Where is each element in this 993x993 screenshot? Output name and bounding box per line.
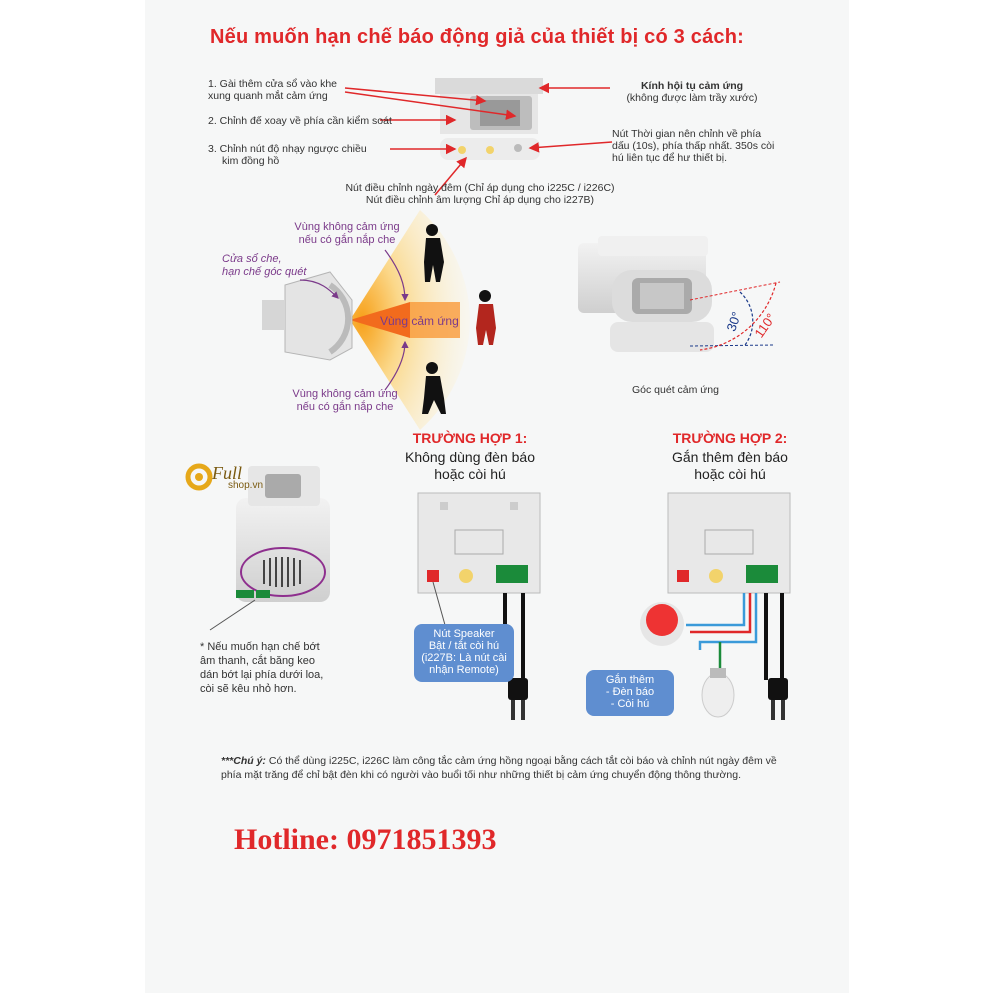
note-text: Có thể dùng i225C, i226C làm công tắc cảm ứng hồng ngoại bằng cách tắt còi báo và chỉnh nút ngày đêm về phía mặt trăng để chỉ bật đèn khi có người vào buổi tối như những thiết bị cảm ứng chuyển động thông thường. — [221, 755, 777, 781]
angle-caption: Góc quét cảm ứng — [632, 384, 719, 396]
zone-no-sense-top-2: nếu có gắn nắp che — [298, 234, 396, 246]
note-prefix: ***Chú ý: — [221, 755, 266, 767]
note-paragraph — [221, 754, 781, 782]
speaker-note-3: dán bớt lại phía dưới loa, — [200, 669, 324, 681]
speaker-note-4: còi sẽ kêu nhỏ hơn. — [200, 683, 297, 695]
step-1-line2: xung quanh mắt cảm ứng — [208, 90, 328, 102]
case1-board — [418, 493, 540, 720]
case1-line1: Không dùng đèn báo — [404, 449, 535, 465]
add-box-3: - Còi hú — [610, 698, 650, 710]
speaker-button-callout — [414, 624, 514, 682]
logo-sub: shop.vn — [228, 480, 264, 491]
daynight-note-1: Nút điều chỉnh ngày đêm (Chỉ áp dụng cho i225C / i226C) — [345, 182, 615, 194]
step-2: 2. Chỉnh đế xoay về phía cần kiểm soát — [208, 115, 392, 127]
speaker-btn-1: Nút Speaker — [433, 628, 495, 640]
step-1-line1: 1. Gài thêm cửa sổ vào khe — [208, 78, 338, 90]
step-3-line1: 3. Chỉnh nút độ nhạy ngược chiều — [208, 143, 367, 155]
speaker-btn-2: Bật / tắt còi hú — [428, 640, 500, 652]
add-box-2: - Đèn báo — [605, 686, 655, 698]
case2-line2: hoặc còi hú — [694, 466, 766, 482]
page-title: Nếu muốn hạn chế báo động giả của thiết bị có 3 cách: — [210, 26, 744, 48]
time-note-1: Nút Thời gian nên chỉnh về phía — [612, 128, 762, 140]
zone-no-sense-bottom-2: nếu có gắn nắp che — [296, 401, 394, 413]
case2-heading: TRƯỜNG HỢP 2: — [672, 430, 788, 446]
zone-window-2: hạn chế góc quét — [222, 266, 307, 278]
step-3-line2: kim đồng hồ — [222, 155, 280, 167]
lens-title: Kính hội tụ cảm ứng — [640, 80, 744, 92]
daynight-note-2: Nút điều chỉnh âm lượng Chỉ áp dụng cho i227B) — [365, 194, 595, 206]
lens-sub: (không được làm trầy xước) — [626, 92, 758, 104]
case2-line1: Gắn thêm đèn báo — [672, 449, 788, 465]
zone-no-sense-bottom-1: Vùng không cảm ứng — [292, 388, 398, 400]
time-note-2: dấu (10s), phía thấp nhất. 350s còi — [612, 140, 775, 152]
case1-heading: TRƯỜNG HỢP 1: — [412, 430, 528, 446]
add-device-callout — [586, 670, 674, 716]
fullshop-logo — [188, 466, 210, 488]
speaker-btn-4: nhận Remote) — [429, 664, 499, 676]
sensor-top-illustration — [435, 78, 543, 160]
angle-110: 110° — [751, 310, 779, 341]
add-box-1: Gắn thêm — [605, 674, 655, 686]
hotline: Hotline: 0971851393 — [234, 823, 497, 856]
logo-word: Full — [212, 463, 242, 483]
time-note-3: hú liên tục để hư thiết bị. — [612, 152, 728, 164]
sensor-angle-illustration — [578, 236, 780, 352]
zone-no-sense-top-1: Vùng không cảm ứng — [294, 221, 400, 233]
angle-30: 30° — [723, 309, 745, 334]
zone-sense: Vùng cảm ứng — [380, 314, 459, 328]
speaker-note-2: âm thanh, cắt băng keo — [200, 655, 315, 667]
speaker-btn-3: (i227B: Là nút cài — [421, 652, 507, 664]
case1-line2: hoặc còi hú — [434, 466, 506, 482]
speaker-note-1: * Nếu muốn hạn chế bớt — [200, 641, 320, 653]
zone-window-1: Cửa sổ che, — [222, 253, 282, 265]
